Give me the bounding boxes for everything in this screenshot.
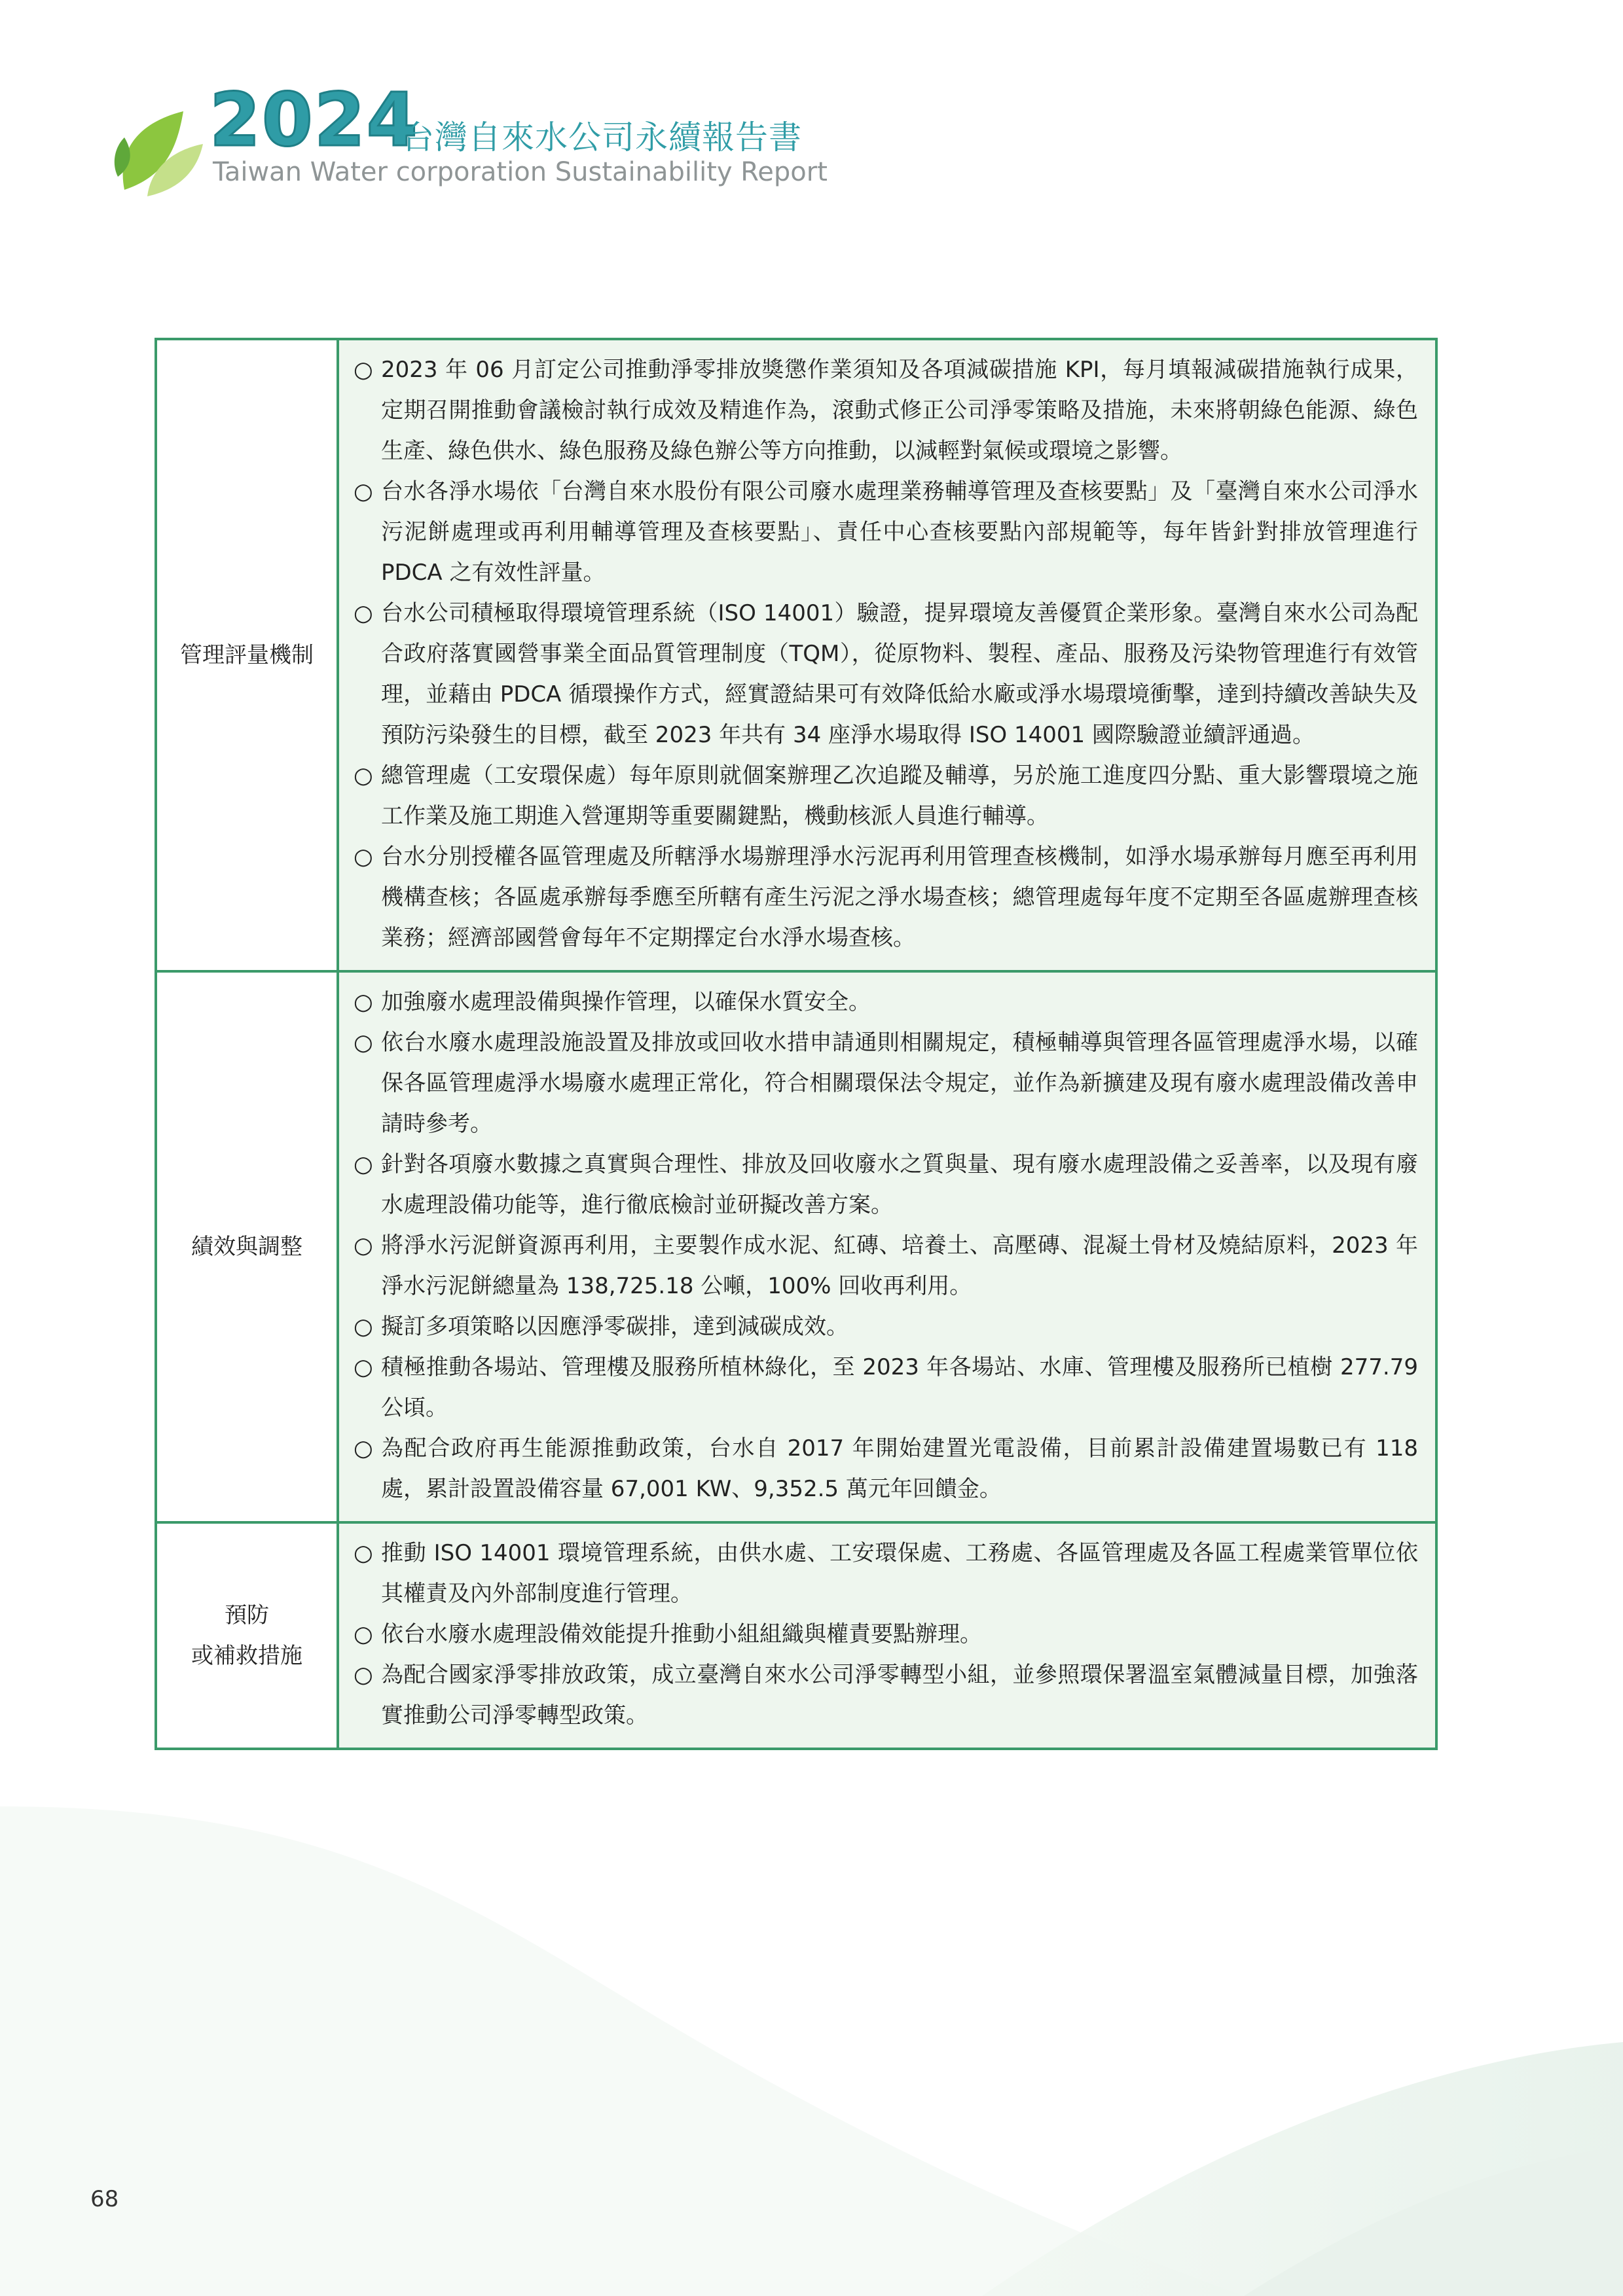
list-item-text: 將淨水污泥餅資源再利用，主要製作成水泥、紅磚、培養土、高壓磚、混凝土骨材及燒結原料，2023 年淨水污泥餅總量為 138,725.18 公噸，100% 回收再利用。	[381, 1232, 1418, 1299]
table-row	[156, 971, 1436, 1522]
row-content	[338, 339, 1436, 971]
bullet-circle-icon: ○	[354, 989, 373, 1015]
list-item-text: 針對各項廢水數據之真實與合理性、排放及回收廢水之質與量、現有廢水處理設備之妥善率，以及現有廢水處理設備功能等，進行徹底檢討並研擬改善方案。	[381, 1151, 1418, 1218]
bullet-circle-icon: ○	[354, 1030, 373, 1056]
management-table	[155, 338, 1438, 1750]
row-content	[338, 971, 1436, 1522]
list-item	[354, 1144, 1418, 1225]
bullet-circle-icon: ○	[354, 1435, 373, 1462]
bullet-circle-icon: ○	[354, 1354, 373, 1380]
list-item-text: 加強廢水處理設備與操作管理，以確保水質安全。	[381, 989, 871, 1015]
list-item-text: 台水分別授權各區管理處及所轄淨水場辦理淨水污泥再利用管理查核機制，如淨水場承辦每月應至再利用機構查核；各區處承辦每季應至所轄有產生污泥之淨水場查核；總管理處每年度不定期至各區處辦理查核業務；經濟部國營會每年不定期擇定台水淨水場查核。	[381, 844, 1418, 951]
page-number: 68	[90, 2186, 119, 2212]
list-item-text: 依台水廢水處理設備效能提升推動小組組織與權責要點辦理。	[381, 1621, 982, 1647]
list-item	[354, 1306, 1418, 1347]
list-item	[354, 1614, 1418, 1655]
bullet-circle-icon: ○	[354, 1621, 373, 1647]
bullet-circle-icon: ○	[354, 762, 373, 789]
row-label-text: 績效與調整	[191, 1234, 302, 1260]
list-item	[354, 471, 1418, 593]
list-item	[354, 1655, 1418, 1736]
report-header	[111, 79, 897, 196]
list-item	[354, 1347, 1418, 1428]
row-label-text: 管理評量機制	[180, 642, 314, 668]
row-label-text: 或補救措施	[191, 1643, 302, 1669]
table-row	[156, 1522, 1436, 1749]
row-label	[156, 971, 338, 1522]
bullet-circle-icon: ○	[354, 600, 373, 626]
list-item-text: 2023 年 06 月訂定公司推動淨零排放獎懲作業須知及各項減碳措施 KPI，每月填報減碳措施執行成果，定期召開推動會議檢討執行成效及精進作為，滾動式修正公司淨零策略及措施，未來將朝綠色能源、綠色生產、綠色供水、綠色服務及綠色辦公等方向推動，以減輕對氣候或環境之影響。	[381, 357, 1418, 464]
list-item-text: 為配合政府再生能源推動政策，台水自 2017 年開始建置光電設備，目前累計設備建置場數已有 118 處，累計設置設備容量 67,001 KW、9,352.5 萬元年回饋金。	[381, 1435, 1418, 1502]
bullet-circle-icon: ○	[354, 357, 373, 383]
list-item-text: 為配合國家淨零排放政策，成立臺灣自來水公司淨零轉型小組，並參照環保署溫室氣體減量目標，加強落實推動公司淨零轉型政策。	[381, 1662, 1418, 1729]
row-label	[156, 339, 338, 971]
list-item-text: 擬訂多項策略以因應淨零碳排，達到減碳成效。	[381, 1314, 848, 1340]
report-year: 2024	[210, 78, 419, 163]
list-item	[354, 1225, 1418, 1306]
list-item-text: 依台水廢水處理設施設置及排放或回收水措申請通則相關規定，積極輔導與管理各區管理處淨水場，以確保各區管理處淨水場廢水處理正常化，符合相關環保法令規定，並作為新擴建及現有廢水處理設備改善申請時參考。	[381, 1030, 1418, 1137]
bullet-circle-icon: ○	[354, 1232, 373, 1259]
bullet-circle-icon: ○	[354, 1662, 373, 1688]
list-item	[354, 593, 1418, 755]
list-item	[354, 982, 1418, 1022]
bullet-circle-icon: ○	[354, 1151, 373, 1177]
list-item-text: 台水公司積極取得環境管理系統（ISO 14001）驗證，提昇環境友善優質企業形象。臺灣自來水公司為配合政府落實國營事業全面品質管理制度（TQM），從原物料、製程、產品、服務及污染物管理進行有效管理，並藉由 PDCA 循環操作方式，經實證結果可有效降低給水廠或淨水場環境衝擊，達到持續改善缺失及預防污染發生的目標，截至 2023 年共有 34 座淨水場取得 ISO 14001 國際驗證並續評通過。	[381, 600, 1418, 748]
bullet-circle-icon: ○	[354, 1314, 373, 1340]
table-row	[156, 339, 1436, 971]
row-content	[338, 1522, 1436, 1749]
list-item	[354, 1533, 1418, 1614]
list-item-text: 推動 ISO 14001 環境管理系統，由供水處、工安環保處、工務處、各區管理處及各區工程處業管單位依其權責及內外部制度進行管理。	[381, 1540, 1418, 1607]
row-label	[156, 1522, 338, 1749]
list-item-text: 總管理處（工安環保處）每年原則就個案辦理乙次追蹤及輔導，另於施工進度四分點、重大影響環境之施工作業及施工期進入營運期等重要關鍵點，機動核派人員進行輔導。	[381, 762, 1418, 829]
report-title-english: Taiwan Water corporation Sustainability Report	[213, 157, 828, 187]
list-item	[354, 1428, 1418, 1509]
bullet-circle-icon: ○	[354, 844, 373, 870]
list-item	[354, 350, 1418, 471]
bullet-circle-icon: ○	[354, 478, 373, 505]
leaf-icon	[111, 98, 210, 196]
report-title-chinese: 台灣自來水公司永續報告書	[401, 118, 802, 156]
list-item-text: 台水各淨水場依「台灣自來水股份有限公司廢水處理業務輔導管理及查核要點」及「臺灣自來水公司淨水污泥餅處理或再利用輔導管理及查核要點」、責任中心查核要點內部規範等，每年皆針對排放管理進行 PDCA 之有效性評量。	[381, 478, 1418, 586]
bullet-circle-icon: ○	[354, 1540, 373, 1566]
list-item-text: 積極推動各場站、管理樓及服務所植林綠化，至 2023 年各場站、水庫、管理樓及服務所已植樹 277.79 公頃。	[381, 1354, 1418, 1421]
list-item	[354, 836, 1418, 958]
list-item	[354, 755, 1418, 836]
list-item	[354, 1022, 1418, 1144]
row-label-text: 預防	[225, 1602, 269, 1628]
